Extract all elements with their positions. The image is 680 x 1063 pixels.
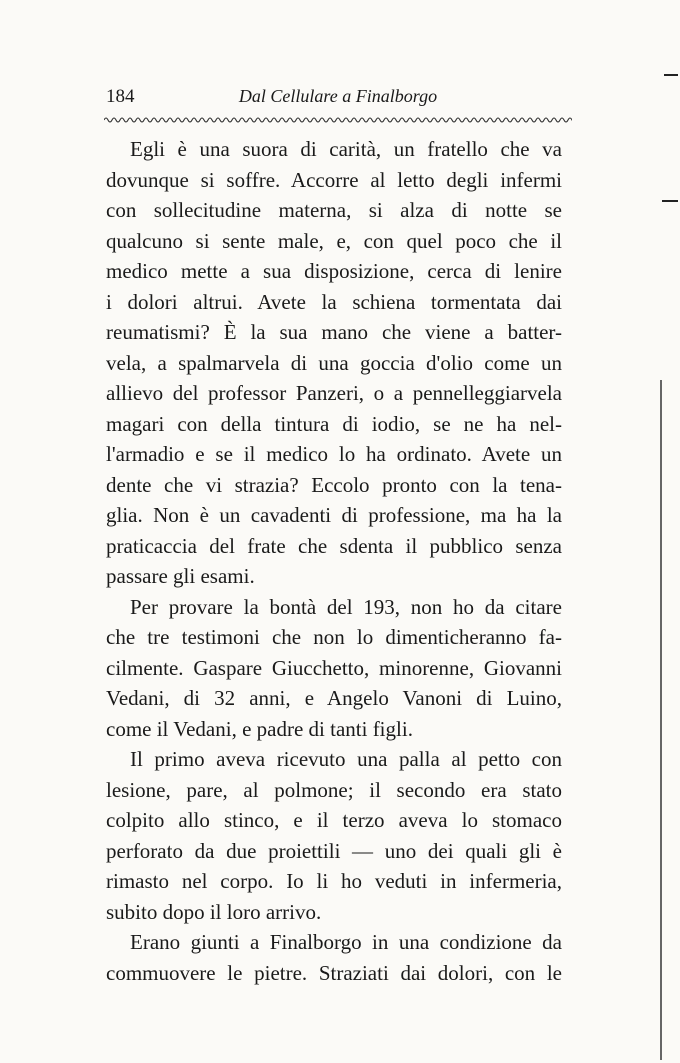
text-line: colpito allo stinco, e il terzo aveva lo stomaco xyxy=(106,808,562,832)
text-line: medico mette a sua disposizione, cerca di lenire xyxy=(106,259,562,283)
text-line: lesione, pare, al polmone; il secondo era stato xyxy=(106,777,562,802)
wavy-rule xyxy=(104,114,572,126)
text-line: allievo del professor Panzeri, o a pennelleggiarvela xyxy=(106,381,562,405)
text-line: Erano giunti a Finalborgo in una condizione da xyxy=(130,930,562,954)
text-line: che tre testimoni che non lo dimenticheranno fa- xyxy=(106,625,562,649)
text-line: reumatismi? È la sua mano che viene a batter- xyxy=(106,320,562,344)
text-line: dovunque si soffre. Accorre al letto degli infermi xyxy=(106,167,562,192)
text-line: glia. Non è un cavadenti di professione, ma ha la xyxy=(106,503,562,527)
text-line: qualcuno si sente male, e, con quel poco che il xyxy=(106,228,562,253)
text-line: come il Vedani, e padre di tanti figli. xyxy=(106,716,413,741)
edge-mark xyxy=(662,200,678,202)
text-line: l'armadio e se il medico lo ha ordinato. Avete un xyxy=(106,442,562,466)
text-line: rimasto nel corpo. Io li ho veduti in infermeria, xyxy=(106,869,562,893)
page-edge-line xyxy=(660,380,662,1060)
text-line: con sollecitudine materna, si alza di notte se xyxy=(106,198,562,222)
text-line: Il primo aveva ricevuto una palla al petto con xyxy=(130,747,562,771)
text-line: Egli è una suora di carità, un fratello che va xyxy=(130,137,562,161)
text-line: subito dopo il loro arrivo. xyxy=(106,899,322,924)
text-line: Per provare la bontà del 193, non ho da citare xyxy=(130,594,562,619)
text-line: cilmente. Gaspare Giucchetto, minorenne, Giovanni xyxy=(106,655,562,680)
text-line: perforato da due proiettili — uno dei quali gli è xyxy=(106,838,562,863)
text-line: Vedani, di 32 anni, e Angelo Vanoni di Luino, xyxy=(106,686,562,710)
text-line: dente che vi strazia? Eccolo pronto con la tena- xyxy=(106,472,562,497)
page-number: 184 xyxy=(106,86,135,107)
text-line: vela, a spalmarvela di una goccia d'olio come un xyxy=(106,350,562,375)
running-title: Dal Cellulare a Finalborgo xyxy=(238,86,438,106)
text-line: i dolori altrui. Avete la schiena tormentata dai xyxy=(106,289,562,314)
body-text xyxy=(106,134,562,988)
text-line: commuovere le pietre. Straziati dai dolori, con le xyxy=(106,960,562,985)
text-line: passare gli esami. xyxy=(106,564,255,588)
edge-mark xyxy=(664,74,678,76)
text-line: magari con della tintura di iodio, se ne ha nel- xyxy=(106,411,562,436)
text-line: praticaccia del frate che sdenta il pubblico senza xyxy=(106,533,562,558)
page-header xyxy=(106,86,570,112)
